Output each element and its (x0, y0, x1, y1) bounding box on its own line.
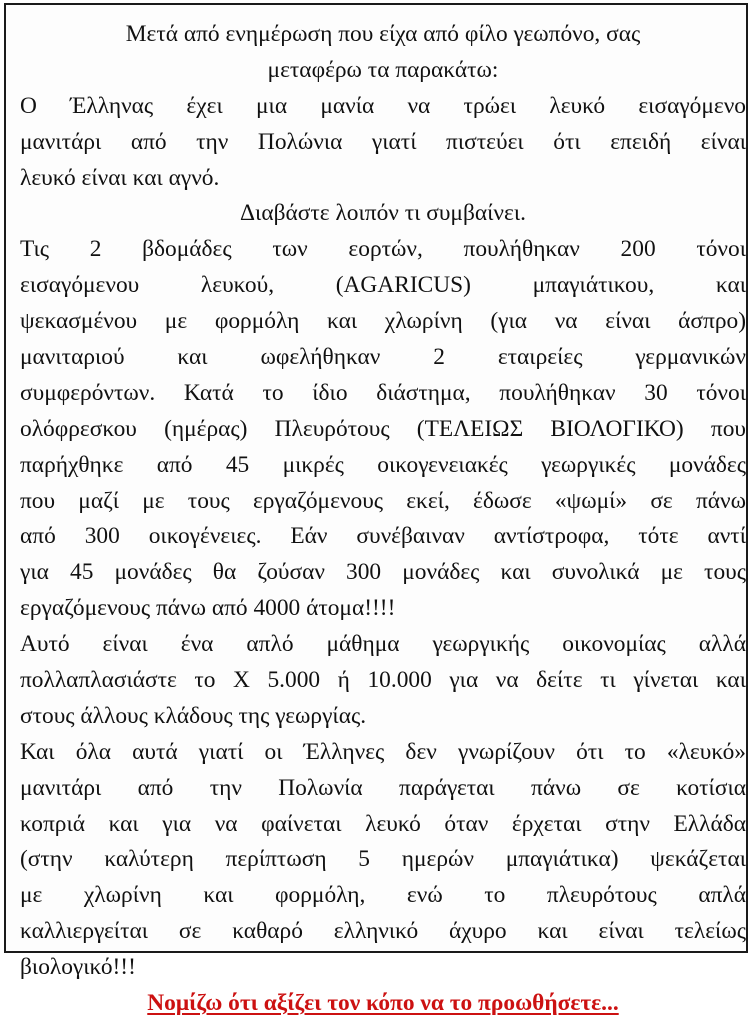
closing-line (20, 986, 746, 1022)
text-line: εργαζόμενους πάνω από 4000 άτομα!!!! (20, 595, 396, 622)
text-line: Ο Έλληνας έχει μια μανία να τρώει λευκό εισαγόμενο (20, 92, 746, 119)
text-line: για 45 μονάδες θα ζούσαν 300 μονάδες και συνολικά με τους (20, 559, 746, 586)
text-line: μανιτάρι από την Πολώνια γιατί πιστεύει ότι επειδή είναι (20, 128, 746, 155)
text-line: μεταφέρω τα παρακάτω: (267, 56, 499, 83)
text-line: συμφερόντων. Κατά το ίδιο διάστημα, πουλήθηκαν 30 τόνοι (20, 379, 746, 406)
text-line: Μετά από ενημέρωση που είχα από φίλο γεωπόνο, σας (125, 21, 641, 47)
text-line: βιολογικό!!! (20, 954, 136, 981)
text-line: εισαγόμενου λευκού, (AGARICUS) μπαγιάτικου, και (20, 272, 746, 299)
text-line: ολόφρεσκου (ημέρας) Πλευρότους (ΤΕΛΕΙΩΣ ΒΙΟΛΟΓΙΚΟ) που (20, 415, 746, 442)
text-line: που μαζί με τους εργαζόμενους εκεί, έδωσε «ψωμί» σε πάνω (20, 487, 746, 514)
text-line: μανιταριού και ωφελήθηκαν 2 εταιρείες γερμανικών (20, 344, 746, 371)
text-line: παρήχθηκε από 45 μικρές οικογενειακές γεωργικές μονάδες (20, 451, 746, 478)
text-line: από 300 οικογένειες. Εάν συνέβαιναν αντίστροφα, τότε αντί (20, 523, 746, 550)
text-line: ψεκασμένου με φορμόλη και χλωρίνη (για να είναι άσπρο) (20, 308, 746, 335)
text-line: Διαβάστε λοιπόν τι συμβαίνει. (240, 200, 526, 227)
text-line: Και όλα αυτά γιατί οι Έλληνες δεν γνωρίζουν ότι το «λευκό» (20, 738, 746, 765)
text-line: μανιτάρι από την Πολωνία παράγεται πάνω σε κοτίσια (20, 774, 746, 801)
text-line: (στην καλύτερη περίπτωση 5 ημερών μπαγιάτικα) ψεκάζεται (20, 846, 746, 873)
text-line: πολλαπλασιάστε το Χ 5.000 ή 10.000 για να δείτε τι γίνεται και (20, 667, 746, 694)
text-line: Αυτό είναι ένα απλό μάθημα γεωργικής οικονομίας αλλά (20, 631, 746, 658)
text-line: με χλωρίνη και φορμόλη, ενώ το πλευρότους απλά (20, 882, 746, 909)
text-line: κοπριά και για να φαίνεται λευκό όταν έρχεται στην Ελλάδα (20, 810, 746, 837)
text-line: Τις 2 βδομάδες των εορτών, πουλήθηκαν 200 τόνοι (20, 236, 746, 263)
closing-call-to-action: Νομίζω ότι αξίζει τον κόπο να το προωθήσετε... (147, 990, 619, 1017)
document-text (20, 17, 746, 1022)
text-line: στους άλλους κλάδους της γεωργίας. (20, 702, 367, 729)
document-frame (4, 3, 748, 1017)
text-line: καλλιεργείται σε καθαρό ελληνικό άχυρο και είναι τελείως (20, 918, 746, 945)
text-line: λευκό είναι και αγνό. (20, 164, 220, 191)
